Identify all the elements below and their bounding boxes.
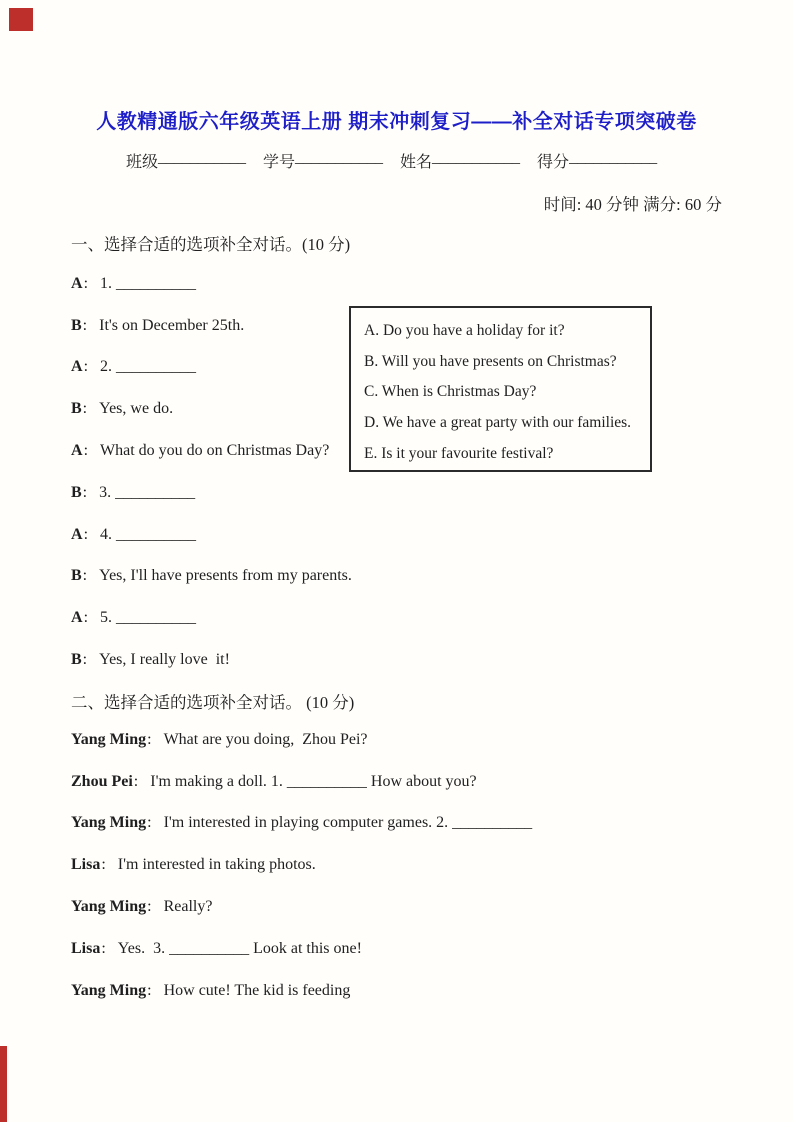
colon: : xyxy=(101,856,106,874)
dialogue-text: Really? xyxy=(163,898,213,916)
header-fields xyxy=(126,149,657,172)
field-name xyxy=(400,149,520,172)
speaker-label: Lisa xyxy=(71,856,101,874)
speaker-label: A xyxy=(71,525,83,543)
answer-options-box xyxy=(349,306,652,472)
dialogue-line xyxy=(71,514,352,556)
colon: : xyxy=(82,400,88,418)
speaker-label: Yang Ming xyxy=(71,898,147,916)
dialogue-line xyxy=(71,305,352,347)
dialogue-line xyxy=(71,597,352,639)
speaker-label: Zhou Pei xyxy=(71,772,133,790)
colon: : xyxy=(83,525,89,543)
field-student-no-blank[interactable]: ___________ xyxy=(295,149,384,166)
field-score-label: 得分 xyxy=(537,154,570,171)
dialogue-text: Yes. 3. __________ Look at this one! xyxy=(117,939,362,957)
dialogue-line xyxy=(71,844,532,886)
option-a: A. Do you have a holiday for it? xyxy=(364,322,565,340)
dialogue-line xyxy=(71,719,532,761)
dialogue-line xyxy=(71,639,352,681)
dialogue-text: I'm making a doll. 1. __________ How about you? xyxy=(150,772,477,790)
speaker-label: Yang Ming xyxy=(71,981,147,999)
dialogue-line xyxy=(71,347,352,389)
page-title: 人教精通版六年级英语上册 期末冲刺复习——补全对话专项突破卷 xyxy=(96,111,697,133)
dialogue-text: 4. __________ xyxy=(100,525,197,543)
dialogue-text: 5. __________ xyxy=(100,609,197,627)
option-e: E. Is it your favourite festival? xyxy=(364,444,554,462)
speaker-label: B xyxy=(71,651,82,669)
dialogue-text: How cute! The kid is feeding xyxy=(163,981,351,999)
field-name-blank[interactable]: ___________ xyxy=(432,149,521,166)
dialogue-text: 3. __________ xyxy=(99,483,196,501)
dialogue-text: I'm interested in taking photos. xyxy=(117,856,316,874)
dialogue-text: 1. __________ xyxy=(100,274,197,292)
section2-heading: 二、选择合适的选项补全对话。 (10 分) xyxy=(71,693,355,712)
speaker-label: B xyxy=(71,400,82,418)
speaker-label: B xyxy=(71,483,82,501)
dialogue-line xyxy=(71,430,352,472)
colon: : xyxy=(83,609,89,627)
dialogue-line xyxy=(71,472,352,514)
dialogue-text: Yes, I really love it! xyxy=(99,651,230,669)
red-edge-scan-mark xyxy=(0,1046,7,1122)
dialogue-text: It's on December 25th. xyxy=(99,316,245,334)
dialogue-line xyxy=(71,970,532,1012)
colon: : xyxy=(147,981,152,999)
dialogue-line xyxy=(71,556,352,598)
dialogue-line xyxy=(71,803,532,845)
speaker-label: Yang Ming xyxy=(71,730,147,748)
dialogue-text: Yes, we do. xyxy=(99,400,174,418)
colon: : xyxy=(147,730,152,748)
speaker-label: Lisa xyxy=(71,939,101,957)
dialogue-line xyxy=(71,928,532,970)
field-student-no xyxy=(263,149,383,172)
colon: : xyxy=(82,316,88,334)
field-class-label: 班级 xyxy=(126,154,159,171)
section2-dialogue xyxy=(71,719,532,1012)
dialogue-text: What are you doing, Zhou Pei? xyxy=(163,730,368,748)
colon: : xyxy=(82,651,88,669)
option-b: B. Will you have presents on Christmas? xyxy=(364,352,617,370)
dialogue-line xyxy=(71,263,352,305)
time-and-total-score: 时间: 40 分钟 满分: 60 分 xyxy=(543,195,722,214)
colon: : xyxy=(147,814,152,832)
field-student-no-label: 学号 xyxy=(263,154,296,171)
dialogue-line xyxy=(71,886,532,928)
colon: : xyxy=(83,274,89,292)
option-d: D. We have a great party with our families. xyxy=(364,414,632,432)
speaker-label: A xyxy=(71,442,83,460)
speaker-label: Yang Ming xyxy=(71,814,147,832)
dialogue-text: Yes, I'll have presents from my parents. xyxy=(99,567,352,585)
colon: : xyxy=(101,939,106,957)
section1-heading: 一、选择合适的选项补全对话。(10 分) xyxy=(71,235,351,254)
red-corner-scan-mark xyxy=(9,8,33,31)
speaker-label: A xyxy=(71,274,83,292)
colon: : xyxy=(82,567,88,585)
colon: : xyxy=(147,898,152,916)
field-class xyxy=(126,149,246,172)
speaker-label: B xyxy=(71,316,82,334)
dialogue-text: 2. __________ xyxy=(100,358,197,376)
dialogue-text: I'm interested in playing computer games. 2. __________ xyxy=(163,814,533,832)
colon: : xyxy=(82,483,88,501)
option-c: C. When is Christmas Day? xyxy=(364,383,537,401)
speaker-label: A xyxy=(71,609,83,627)
colon: : xyxy=(83,358,89,376)
field-class-blank[interactable]: ___________ xyxy=(158,149,247,166)
dialogue-line xyxy=(71,388,352,430)
colon: : xyxy=(133,772,139,790)
field-score xyxy=(537,149,657,172)
dialogue-text: What do you do on Christmas Day? xyxy=(100,442,330,460)
section1-dialogue xyxy=(71,263,352,681)
colon: : xyxy=(83,442,89,460)
field-score-blank[interactable]: ___________ xyxy=(569,149,658,166)
field-name-label: 姓名 xyxy=(400,154,433,171)
speaker-label: B xyxy=(71,567,82,585)
speaker-label: A xyxy=(71,358,83,376)
dialogue-line xyxy=(71,761,532,803)
